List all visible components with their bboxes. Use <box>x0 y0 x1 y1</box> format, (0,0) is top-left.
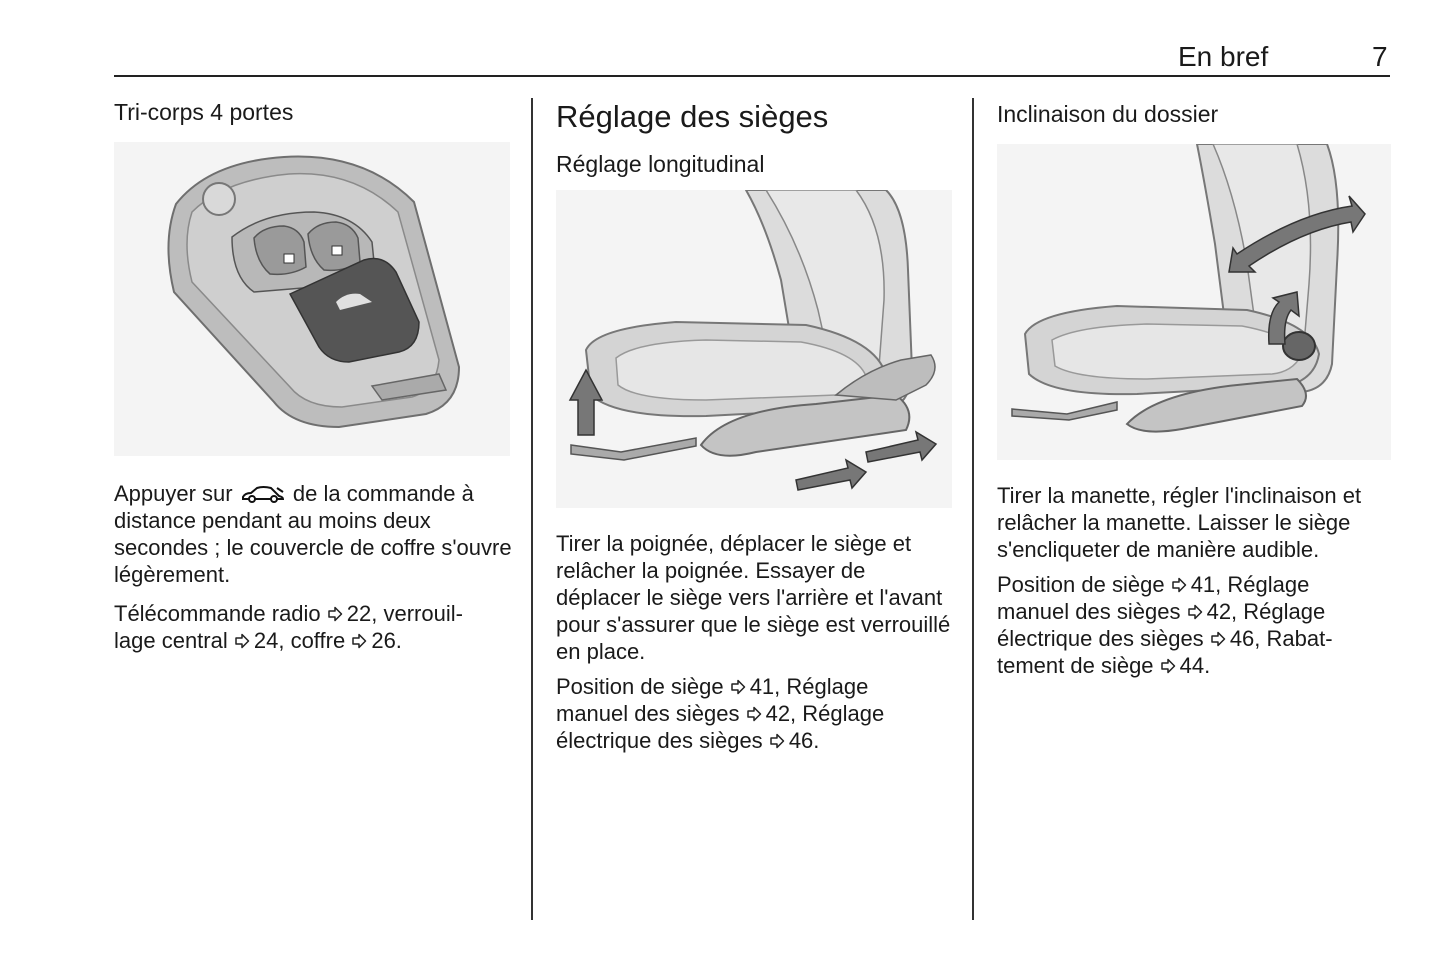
ref-text: Position de siège <box>997 572 1165 597</box>
arrow-reference-icon <box>746 706 762 722</box>
page-ref[interactable]: 24, coffre <box>253 628 346 653</box>
cross-references <box>114 600 512 654</box>
page-ref[interactable]: 44. <box>1179 653 1211 678</box>
remote-key-figure <box>114 142 510 456</box>
arrow-reference-icon <box>1160 658 1176 674</box>
ref-text: lage central <box>114 628 228 653</box>
arrow-reference-icon <box>327 606 343 622</box>
arrow-reference-icon <box>234 633 250 649</box>
ref-text: manuel des sièges <box>556 701 740 726</box>
section-subheading: Réglage longitudinal <box>556 151 765 177</box>
header-rule <box>114 75 1390 77</box>
ref-text: tement de siège <box>997 653 1154 678</box>
trunk-instructions-after: de la commande à distance pendant au moins deux secondes ; le couvercle de coffre s'ouvre légèrement. <box>114 481 512 587</box>
section-subtitle: Tri-corps 4 portes <box>114 99 294 125</box>
trunk-instructions <box>114 480 512 588</box>
page-number: 7 <box>1372 41 1388 72</box>
arrow-reference-icon <box>351 633 367 649</box>
ref-text: électrique des sièges <box>556 728 763 753</box>
arrow-reference-icon <box>730 679 746 695</box>
column-3 <box>997 98 1395 679</box>
trunk-instructions-before: Appuyer sur <box>114 481 233 506</box>
seat-recline-illustration <box>997 144 1391 460</box>
ref-text: Position de siège <box>556 674 724 699</box>
ref-text: Télécommande radio <box>114 601 321 626</box>
page-ref[interactable]: 41, Réglage <box>1190 572 1310 597</box>
page-ref[interactable]: 26. <box>371 628 402 653</box>
car-trunk-icon <box>241 484 285 504</box>
page-ref[interactable]: 22, verrouil- <box>346 601 463 626</box>
section-subheading: Inclinaison du dossier <box>997 101 1219 127</box>
page-ref[interactable]: 46, Rabat- <box>1229 626 1333 651</box>
cross-references <box>997 571 1395 679</box>
ref-text: manuel des sièges <box>997 599 1181 624</box>
seat-recline-figure <box>997 144 1391 460</box>
column-1 <box>114 98 512 654</box>
ref-text: électrique des sièges <box>997 626 1204 651</box>
seat-longitudinal-figure <box>556 190 952 508</box>
seat-longitudinal-illustration <box>556 190 952 508</box>
section-heading: Réglage des sièges <box>556 99 829 134</box>
column-divider <box>531 98 533 920</box>
column-divider <box>972 98 974 920</box>
cross-references <box>556 673 954 754</box>
remote-key-illustration <box>114 142 510 456</box>
arrow-reference-icon <box>1210 631 1226 647</box>
page-ref[interactable]: 41, Réglage <box>749 674 869 699</box>
longitudinal-instructions: Tirer la poignée, déplacer le siège et relâcher la poignée. Essayer de déplacer le siège vers l'arrière et l'avant pour s'assurer que le siège est verrouillé en place. <box>556 531 951 664</box>
page-ref[interactable]: 42, Réglage <box>1206 599 1326 624</box>
arrow-reference-icon <box>1171 577 1187 593</box>
arrow-reference-icon <box>1187 604 1203 620</box>
page-ref[interactable]: 46. <box>788 728 820 753</box>
running-head-title: En bref <box>1178 41 1269 72</box>
arrow-reference-icon <box>769 733 785 749</box>
column-2 <box>556 98 954 754</box>
recline-instructions: Tirer la manette, régler l'inclinaison et relâcher la manette. Laisser le siège s'encliqueter de manière audible. <box>997 483 1362 562</box>
page-ref[interactable]: 42, Réglage <box>765 701 885 726</box>
